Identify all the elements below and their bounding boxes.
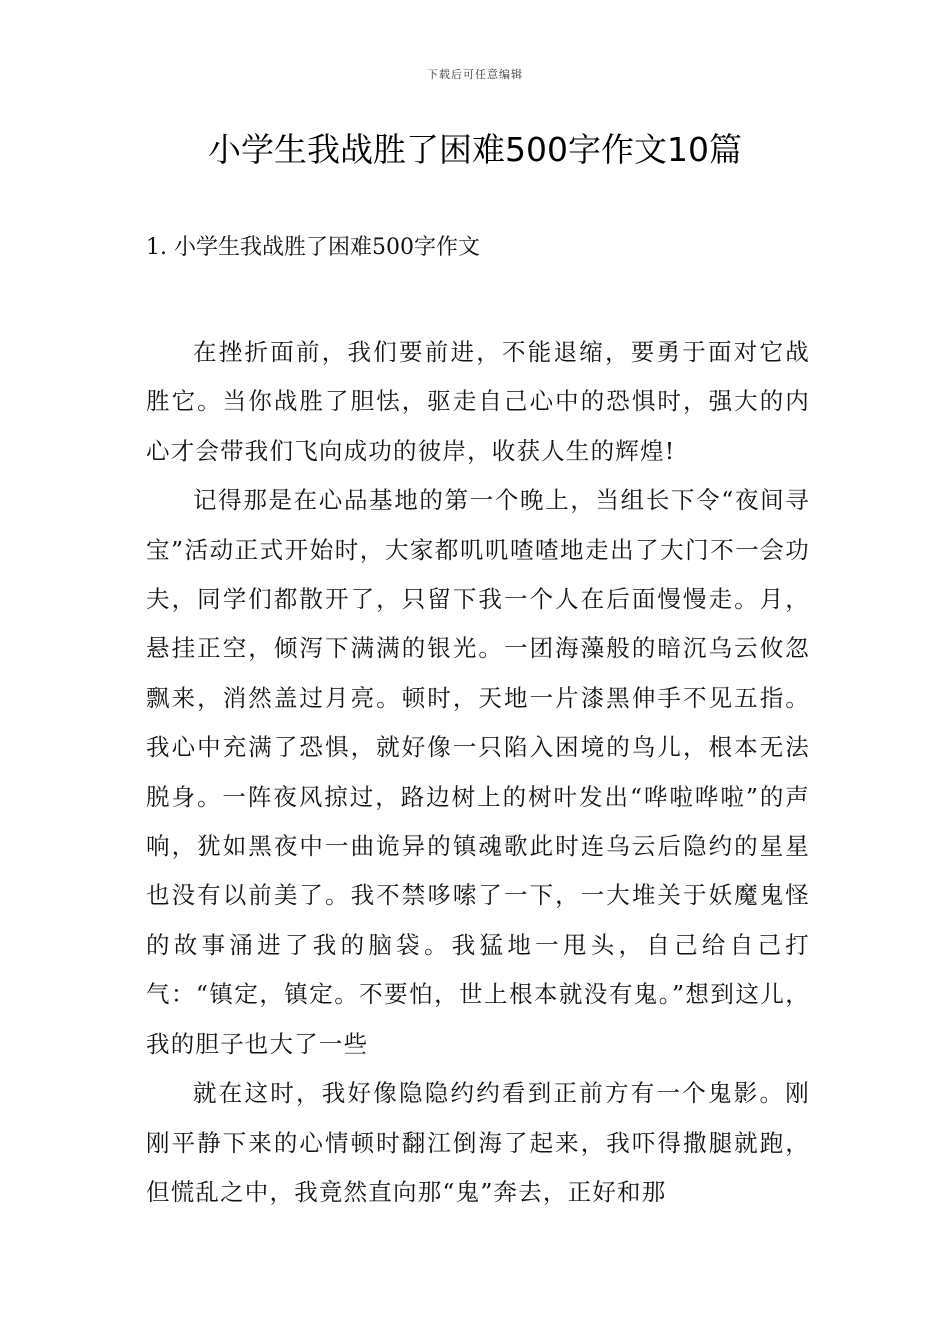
document-title: 小学生我战胜了困难500字作文10篇 (208, 130, 742, 169)
header-note: 下载后可任意编辑 (427, 68, 523, 81)
essay-body (146, 328, 810, 1217)
section-heading: 1. 小学生我战胜了困难500字作文 (146, 235, 480, 260)
paragraph: 就在这时，我好像隐隐约约看到正前方有一个鬼影。刚刚平静下来的心情顿时翻江倒海了起来，我吓得撒腿就跑，但慌乱之中，我竟然直向那“鬼”奔去，正好和那 (146, 1079, 810, 1206)
paragraph: 记得那是在心品基地的第一个晚上，当组长下令“夜间寻宝”活动正式开始时，大家都叽叽喳喳地走出了大门不一会功夫，同学们都散开了，只留下我一个人在后面慢慢走。月，悬挂正空，倾泻下满满的银光。一团海藻般的暗沉乌云攸忽飘来，消然盖过月亮。顿时，天地一片漆黑伸手不见五指。我心中充满了恐惧，就好像一只陷入困境的鸟儿，根本无法脱身。一阵夜风掠过，路边树上的树叶发出“哗啦哗啦”的声响，犹如黑夜中一曲诡异的镇魂歌此时连乌云后隐约的星星也没有以前美了。我不禁哆嗦了一下，一大堆关于妖魔鬼怪的故事涌进了我的脑袋。我猛地一甩头，自己给自己打气：“镇定，镇定。不要怕，世上根本就没有鬼。”想到这儿，我的胆子也大了一些 (146, 486, 810, 1058)
paragraph: 在挫折面前，我们要前进，不能退缩，要勇于面对它战胜它。当你战胜了胆怯，驱走自己心中的恐惧时，强大的内心才会带我们飞向成功的彼岸，收获人生的辉煌! (146, 338, 810, 465)
